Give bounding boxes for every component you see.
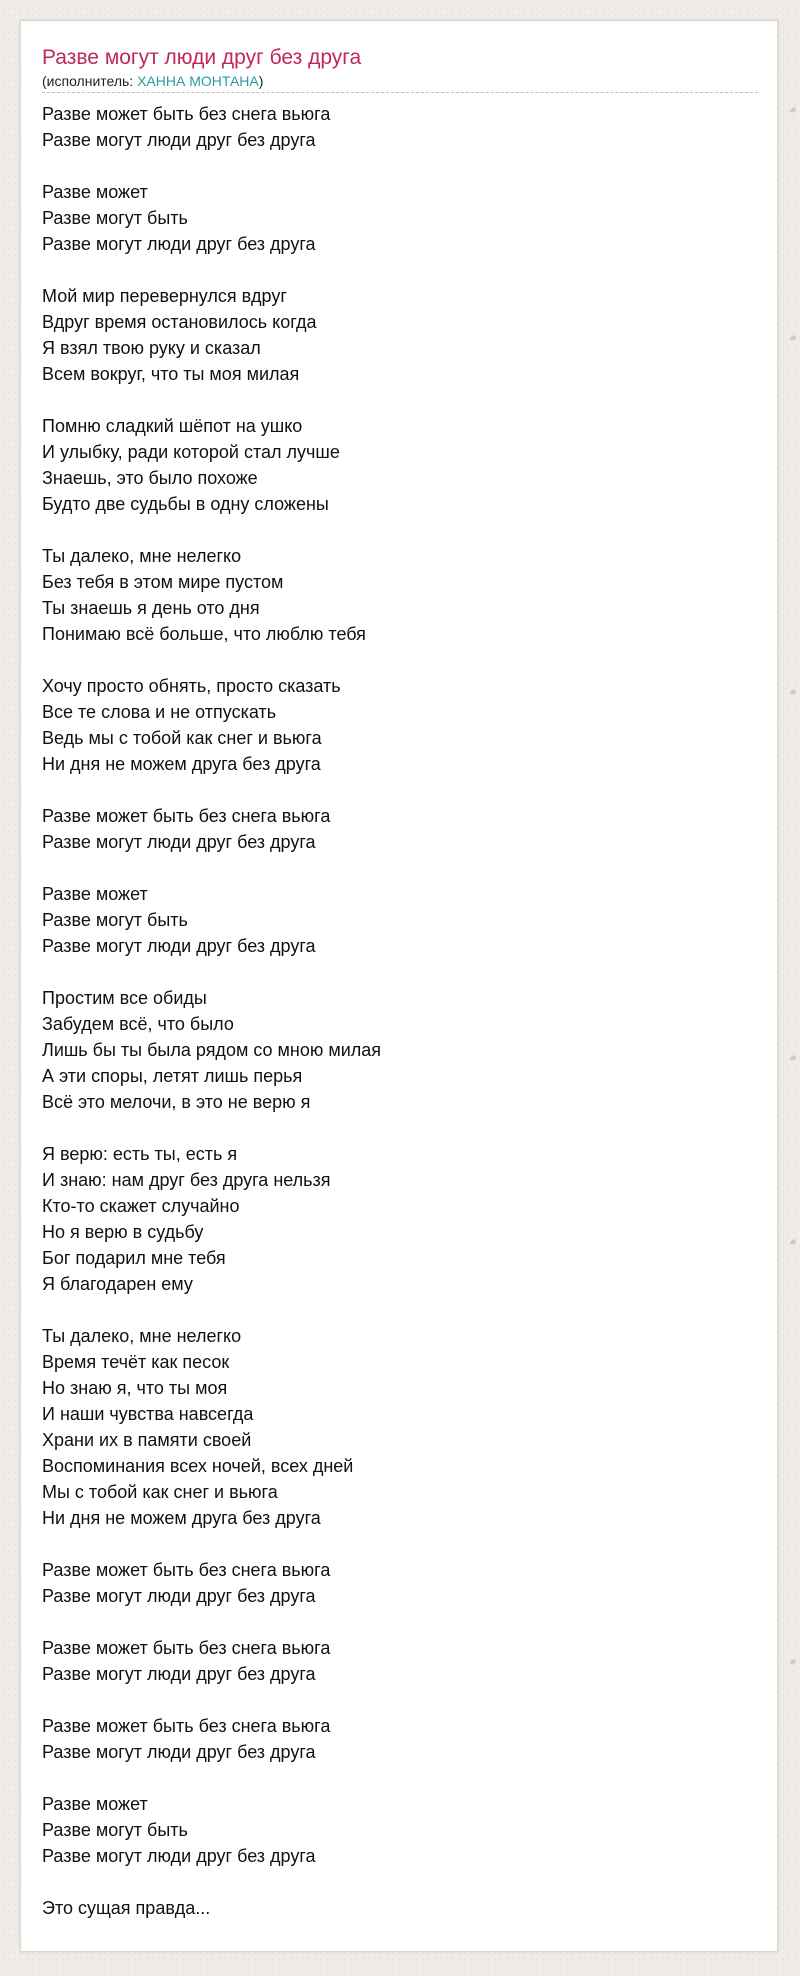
lyric-line: Разве может быть без снега вьюга — [42, 806, 331, 826]
lyric-line: И наши чувства навсегда — [42, 1404, 254, 1424]
lyric-line: Разве может быть без снега вьюга — [42, 1560, 331, 1580]
lyric-line: Вдруг время остановилось когда — [42, 312, 317, 332]
lyric-line: Ни дня не можем друга без друга — [42, 754, 321, 774]
lyric-line: Понимаю всё больше, что люблю тебя — [42, 624, 366, 644]
lyrics-stanza — [42, 1635, 757, 1687]
lyric-line: Ты далеко, мне нелегко — [42, 1326, 242, 1346]
lyric-line: Помню сладкий шёпот на ушко — [42, 416, 303, 436]
lyric-line: Разве может быть без снега вьюга — [42, 1716, 331, 1736]
lyric-line: Воспоминания всех ночей, всех дней — [42, 1456, 354, 1476]
lyric-line: Разве может — [42, 884, 148, 904]
byline-prefix: (исполнитель: — [42, 73, 138, 89]
lyric-line: А эти споры, летят лишь перья — [42, 1066, 303, 1086]
lyric-line: Без тебя в этом мире пустом — [42, 572, 284, 592]
lyric-line: Мы с тобой как снег и вьюга — [42, 1482, 278, 1502]
lyric-line: Храни их в памяти своей — [42, 1430, 252, 1450]
lyric-line: Ни дня не можем друга без друга — [42, 1508, 321, 1528]
lyrics-stanza — [42, 1895, 757, 1921]
lyric-line: Разве может быть без снега вьюга — [42, 1638, 331, 1658]
lyric-line: Это сущая правда... — [42, 1898, 211, 1918]
lyrics-stanza — [42, 1323, 757, 1531]
lyric-line: Знаешь, это было похоже — [42, 468, 258, 488]
artist-link[interactable]: ХАННА МОНТАНА — [137, 73, 259, 89]
lyrics-stanza — [42, 985, 757, 1115]
lyric-line: Разве могут люди друг без друга — [42, 832, 316, 852]
lyrics-stanza — [42, 1713, 757, 1765]
lyric-line: Разве может быть без снега вьюга — [42, 104, 331, 124]
lyric-line: Разве может — [42, 182, 148, 202]
lyric-line: Бог подарил мне тебя — [42, 1248, 226, 1268]
lyric-line: Разве могут быть — [42, 1820, 188, 1840]
lyrics-stanza — [42, 881, 757, 959]
lyric-line: Всё это мелочи, в это не верю я — [42, 1092, 311, 1112]
artist-byline — [42, 73, 757, 90]
lyric-line: Разве могут люди друг без друга — [42, 1664, 316, 1684]
lyrics-stanza — [42, 179, 757, 257]
lyrics-stanza — [42, 1141, 757, 1297]
background-speck — [789, 1659, 796, 1665]
lyric-line: Разве могут быть — [42, 208, 188, 228]
lyric-line: Разве могут люди друг без друга — [42, 1742, 316, 1762]
background-speck — [789, 335, 796, 341]
lyric-line: Ты далеко, мне нелегко — [42, 546, 242, 566]
background-speck — [789, 689, 796, 695]
lyric-line: Все те слова и не отпускать — [42, 702, 277, 722]
lyrics-stanza — [42, 1791, 757, 1869]
lyric-line: Кто-то скажет случайно — [42, 1196, 240, 1216]
lyric-line: Ты знаешь я день ото дня — [42, 598, 260, 618]
title-divider — [42, 92, 758, 93]
lyric-line: Разве могут люди друг без друга — [42, 1846, 316, 1866]
lyric-line: Будто две судьбы в одну сложены — [42, 494, 329, 514]
lyrics-card — [20, 20, 778, 1952]
lyric-line: Разве могут люди друг без друга — [42, 1586, 316, 1606]
lyric-line: Всем вокруг, что ты моя милая — [42, 364, 300, 384]
lyrics-stanza — [42, 543, 757, 647]
lyric-line: Разве могут люди друг без друга — [42, 234, 316, 254]
lyric-line: Но знаю я, что ты моя — [42, 1378, 228, 1398]
lyric-line: Ведь мы с тобой как снег и вьюга — [42, 728, 322, 748]
song-title: Разве могут люди друг без друга — [42, 46, 362, 69]
lyric-line: Лишь бы ты была рядом со мною милая — [42, 1040, 382, 1060]
lyrics-stanza — [42, 803, 757, 855]
lyrics-text — [42, 101, 757, 1921]
lyric-line: Разве может — [42, 1794, 148, 1814]
lyric-line: И знаю: нам друг без друга нельзя — [42, 1170, 331, 1190]
byline-suffix: ) — [258, 73, 264, 89]
lyric-line: Я взял твою руку и сказал — [42, 338, 261, 358]
lyrics-stanza — [42, 283, 757, 387]
lyric-line: Я верю: есть ты, есть я — [42, 1144, 238, 1164]
lyric-line: Я благодарен ему — [42, 1274, 193, 1294]
lyric-line: Но я верю в судьбу — [42, 1222, 204, 1242]
lyric-line: Разве могут люди друг без друга — [42, 130, 316, 150]
lyrics-stanza — [42, 101, 757, 153]
lyric-line: Забудем всё, что было — [42, 1014, 234, 1034]
lyric-line: Разве могут быть — [42, 910, 188, 930]
lyric-line: Мой мир перевернулся вдруг — [42, 286, 287, 306]
lyric-line: Время течёт как песок — [42, 1352, 230, 1372]
background-speck — [789, 1055, 796, 1061]
lyric-line: И улыбку, ради которой стал лучше — [42, 442, 340, 462]
lyric-line: Хочу просто обнять, просто сказать — [42, 676, 341, 696]
lyrics-stanza — [42, 673, 757, 777]
lyrics-stanza — [42, 1557, 757, 1609]
lyric-line: Простим все обиды — [42, 988, 207, 1008]
lyric-line: Разве могут люди друг без друга — [42, 936, 316, 956]
background-speck — [789, 1239, 796, 1245]
background-speck — [789, 107, 796, 113]
lyrics-stanza — [42, 413, 757, 517]
